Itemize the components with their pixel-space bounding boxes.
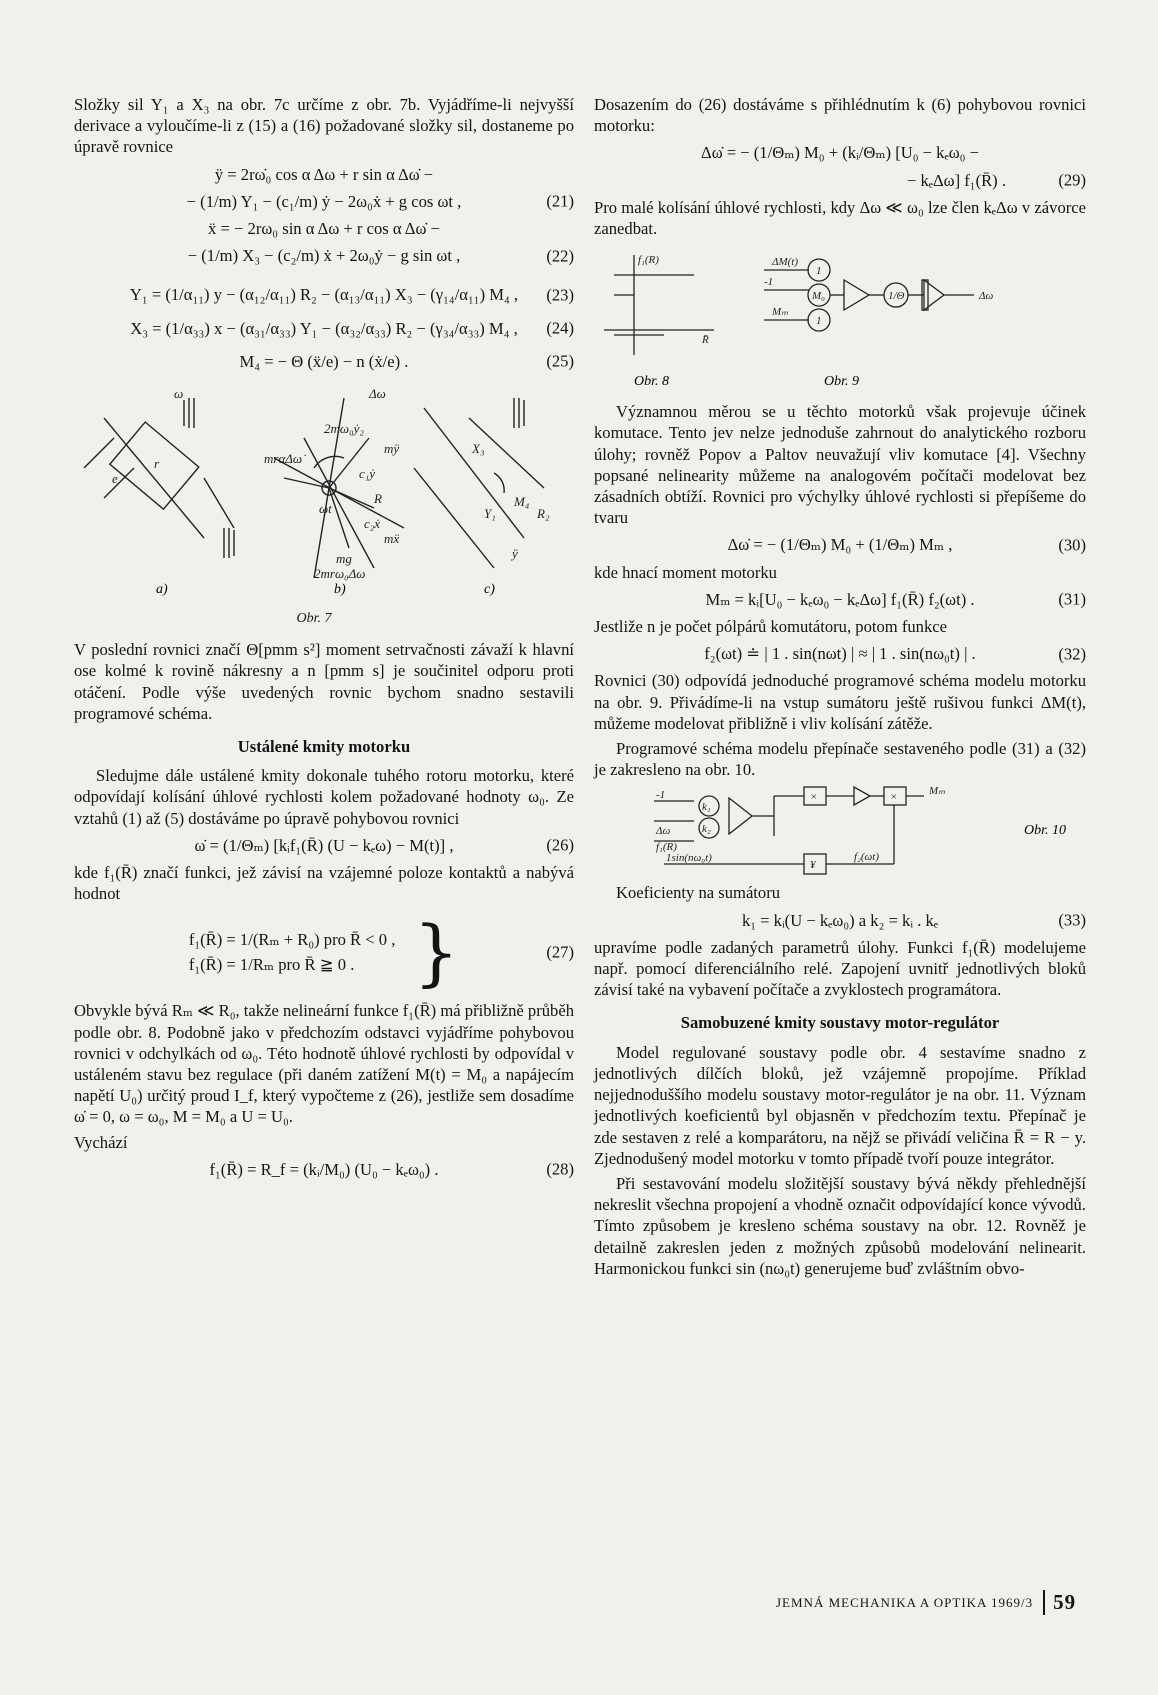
equation-text: Δω̇ = − (1/Θₘ) M₀ + (kᵢ/Θₘ) [U₀ − kₑω₀ − bbox=[701, 143, 979, 163]
fig9-m0: M₀ bbox=[812, 290, 825, 303]
fig9-one-b: 1 bbox=[816, 315, 822, 328]
equation-text: ω̇ = (1/Θₘ) [kᵢf₁(R̄) (U − kₑω) − M(t)] , bbox=[194, 835, 454, 855]
paragraph: Složky sil Y₁ a X₃ na obr. 7c určíme z obr. 7b. Vyjádříme-li nejvyšší derivace a vyloučíme-li z (15) a (16) požadované složky sil, dostaneme po úpravě rovnice bbox=[74, 95, 574, 157]
svg-text:Δω: Δω bbox=[369, 386, 386, 402]
figure-7 bbox=[74, 378, 574, 629]
svg-text:c₁ẏ: c₁ẏ bbox=[359, 466, 376, 482]
figures-8-9-drawing bbox=[594, 245, 1086, 395]
equation-21b bbox=[74, 191, 574, 212]
journal-name: JEMNÁ MECHANIKA A OPTIKA 1969/3 bbox=[776, 1594, 1034, 1610]
equation-21a bbox=[74, 164, 574, 185]
svg-text:Y₁: Y₁ bbox=[484, 506, 496, 522]
fig9-mm: Mₘ bbox=[772, 306, 789, 319]
figure-7-caption: Obr. 7 bbox=[296, 611, 332, 627]
equation-text: Δω̇ = − (1/Θₘ) M₀ + (1/Θₘ) Mₘ , bbox=[727, 535, 953, 555]
paragraph: Jestliže n je počet pólpárů komutátoru, potom funkce bbox=[594, 617, 947, 637]
svg-text:M₄: M₄ bbox=[514, 494, 530, 510]
svg-text:X₃: X₃ bbox=[472, 441, 485, 457]
equation-text: − (1/m) Y₁ − (c₁/m) ẏ − 2ω₀ẋ + g cos ωt , bbox=[186, 191, 462, 211]
equation-29a bbox=[594, 142, 1086, 163]
equation-text: Mₘ = kᵢ[U₀ − kₑω₀ − kₑΔω] f₁(R̄) f₂(ωt) . bbox=[705, 589, 975, 609]
equation-24 bbox=[74, 318, 574, 339]
fig8-label: f₁(R) bbox=[638, 254, 659, 267]
section-heading: Ustálené kmity motorku bbox=[237, 737, 411, 757]
svg-text:2mω₀ẏ₂: 2mω₀ẏ₂ bbox=[324, 421, 364, 437]
paragraph: kde hnací moment motorku bbox=[594, 562, 777, 582]
equation-number: (27) bbox=[546, 942, 574, 962]
equation-number: (23) bbox=[546, 285, 574, 305]
equation-number: (22) bbox=[546, 246, 574, 266]
svg-text:r: r bbox=[154, 456, 160, 472]
paragraph: kde f₁(R̄) značí funkci, jež závisí na vzájemné poloze kontaktů a nabývá hodnot bbox=[74, 863, 574, 904]
svg-text:×: × bbox=[810, 791, 818, 804]
page-footer bbox=[776, 1590, 1076, 1615]
figure-10 bbox=[594, 786, 1086, 876]
svg-text:c₂ẋ: c₂ẋ bbox=[364, 516, 381, 532]
figure-10-caption: Obr. 10 bbox=[1024, 823, 1067, 839]
fig10-k2: k₂ bbox=[702, 823, 711, 836]
svg-text:mÿ: mÿ bbox=[384, 441, 400, 457]
svg-text:ωt: ωt bbox=[319, 501, 332, 517]
equation-25 bbox=[74, 351, 574, 372]
paragraph: Dosazením do (26) dostáváme s přihlédnutím k (6) pohybovou rovnici motorku: bbox=[594, 95, 1086, 136]
svg-text:ω: ω bbox=[174, 386, 184, 402]
equation-text: − (1/m) X₃ − (c₂/m) ẋ + 2ω₀ẏ − g sin ωt , bbox=[187, 246, 461, 266]
equation-text: f₁(R̄) = R_f = (kᵢ/M₀) (U₀ − kₑω₀) . bbox=[209, 1159, 439, 1179]
fig9-minus1: -1 bbox=[764, 276, 774, 289]
svg-text:mg: mg bbox=[336, 551, 352, 567]
figures-8-9 bbox=[594, 245, 1086, 395]
svg-text:e: e bbox=[112, 471, 118, 487]
equation-29b bbox=[594, 170, 1086, 191]
paragraph: Sledujme dále ustálené kmity dokonale tuhého rotoru motorku, které odpovídají kolísání úhlové rychlosti kolem požadované hodnoty ω₀. Ze vztahů (1) až (5) dostáváme po úpravě pohybovou rovnici bbox=[74, 766, 574, 828]
paragraph: Koeficienty na sumátoru bbox=[616, 883, 781, 903]
paragraph: Model regulované soustavy podle obr. 4 sestavíme snadno z jednotlivých dílčích bloků, jež vzájemně propojíme. Příklad nejjednoduššího modelu soustavy motor-regulátor je na obr. 11. Význam jednotlivých koeficientů byl objasněn v předchozím textu. Přepínač je zde sestaven z relé a komparátoru, na nějž se přivádí veličina R̄ = R − y. Zjednodušený model motorku v tomto případě tvoří pouze integrátor. bbox=[594, 1042, 1086, 1168]
equation-number: (24) bbox=[546, 318, 574, 338]
paragraph: Významnou měrou se u těchto motorků však projevuje účinek komutace. Tento jev nelze jednoduše zahrnout do analytického rozboru úlohy; rovněž Popov a Paltov neuvažují vliv komutace [4]. Všechny popsané nelinearity můžeme na analogovém počítači modelovat bez zásadních obtíží. Rovnici pro výchylky úhlové rychlosti si přepíšeme do tvaru bbox=[594, 402, 1086, 528]
equation-number: (30) bbox=[1058, 535, 1086, 555]
fig9-theta: 1/Θ bbox=[888, 290, 905, 303]
equation-number: (31) bbox=[1058, 589, 1086, 609]
equation-text: − kₑΔω] f₁(R̄) . bbox=[906, 170, 1006, 190]
equation-text: X₃ = (1/α₃₃) x − (α₃₁/α₃₃) Y₁ − (α₃₂/α₃₃) R₂ − (γ₃₄/α₃₃) M₄ , bbox=[130, 318, 518, 338]
svg-text:2mrω₀Δω: 2mrω₀Δω bbox=[314, 566, 366, 582]
paragraph: Při sestavování modelu složitější soustavy bývá někdy přehlednější nekreslit všechna propojení a vhodně označit odpovídající konce vývodů. Tímto způsobem je kresleno schéma soustavy na obr. 12. Rovněž je detailně zakreslen jeden z možných způsobů modelování nelinearit. Harmonickou funkci sin (nω₀t) generujeme buď zvláštním obvo- bbox=[594, 1173, 1086, 1278]
equation-number: (32) bbox=[1058, 644, 1086, 664]
equation-text: f₁(R̄) = 1/Rₘ pro R̄ ≧ 0 . bbox=[188, 955, 355, 975]
equation-text: f₂(ωt) ≐ | 1 . sin(nωt) | ≈ | 1 . sin(nω₀t) | . bbox=[704, 644, 976, 664]
figure-10-drawing bbox=[594, 786, 1086, 876]
section-heading: Samobuzené kmity soustavy motor-regulátor bbox=[680, 1013, 1000, 1033]
equation-26 bbox=[74, 835, 574, 856]
equation-31 bbox=[594, 589, 1086, 610]
svg-text:mrαΔω̇: mrαΔω̇ bbox=[264, 451, 303, 467]
equation-text: f₁(R̄) = 1/(Rₘ + R₀) pro R̄ < 0 , bbox=[188, 930, 396, 950]
fig10-k1: k₁ bbox=[702, 801, 711, 814]
fig9-dm: ΔM(t) bbox=[772, 256, 799, 269]
equation-27 bbox=[74, 910, 574, 994]
equation-number: (29) bbox=[1058, 170, 1086, 190]
fig10-minus1: -1 bbox=[656, 789, 666, 802]
paragraph: upravíme podle zadaných parametrů úlohy. Funkci f₁(R̄) modelujeme např. pomocí diferenciálního relé. Zapojení uvnitř jednotlivých bloků závisí také na vybavení počítače a zvyklostech programátora. bbox=[594, 937, 1086, 1000]
svg-text:mẍ: mẍ bbox=[384, 531, 400, 547]
fig8-axis: R̄ bbox=[702, 334, 709, 347]
left-column bbox=[74, 94, 574, 1186]
equation-33 bbox=[594, 910, 1086, 931]
equation-number: (25) bbox=[546, 351, 574, 371]
fig10-f2: f₂(ωt) bbox=[854, 851, 880, 864]
svg-text:R: R bbox=[374, 491, 382, 507]
svg-text:×: × bbox=[890, 791, 898, 804]
figure-7-label-c: c) bbox=[484, 582, 495, 598]
paragraph: V poslední rovnici značí Θ[pmm s²] moment setrvačnosti závaží k hlavní ose kolmé k rovině nákresny a n [pmm s] je součinitel odporu proti otáčení. Podle výše uvedených rovnic bychom snadno sestavili programové schéma. bbox=[74, 640, 574, 723]
paragraph: Pro malé kolísání úhlové rychlosti, kdy Δω ≪ ω₀ lze člen kₑΔω v závorce zanedbat. bbox=[594, 197, 1086, 239]
equation-text: ÿ = 2rω̇₀ cos α Δω + r sin α Δω̇ − bbox=[214, 164, 434, 184]
figure-7-label-b: b) bbox=[334, 582, 346, 598]
fig9-out: Δω bbox=[979, 290, 994, 303]
equation-text: k₁ = kᵢ(U − kₑω₀) a k₂ = kᵢ . kₑ bbox=[741, 910, 939, 930]
equation-text: Y₁ = (1/α₁₁) y − (α₁₂/α₁₁) R₂ − (α₁₃/α₁₁) X₃ − (γ₁₄/α₁₁) M₄ , bbox=[129, 285, 519, 305]
fig10-dw: Δω bbox=[656, 825, 671, 838]
equation-30 bbox=[594, 534, 1086, 555]
svg-text:R₂: R₂ bbox=[537, 506, 550, 522]
paragraph: Obvykle bývá Rₘ ≪ R₀, takže nelineární funkce f₁(R̄) má přibližně průběh podle obr. 8. Podobně jako v předchozím odstavci vyjádříme pohybovou rovnici v odchylkách od ω₀. Této hodnotě úhlové rychlosti by odpovídal v ustáleném stavu bez regulace (při daném zatížení M(t) = M₀ a napájecím napětí U₀) určitý proud I_f, který vypočteme z (26), jestliže sem dosadíme ω̇ = 0, ω = ω₀, M = M₀ a U = U₀. bbox=[74, 1001, 574, 1127]
equation-text: M₄ = − Θ (ẍ/e) − n (ẋ/e) . bbox=[239, 351, 409, 371]
svg-text:ÿ: ÿ bbox=[512, 546, 518, 562]
brace: } bbox=[413, 910, 460, 995]
fig9-one: 1 bbox=[816, 265, 822, 278]
svg-text:¥: ¥ bbox=[810, 859, 816, 872]
equation-28 bbox=[74, 1159, 574, 1180]
paragraph: Vychází bbox=[74, 1132, 128, 1152]
page-number: 59 bbox=[1043, 1590, 1076, 1615]
equation-system bbox=[188, 910, 460, 995]
figure-9-caption: Obr. 9 bbox=[824, 374, 860, 390]
equation-number: (28) bbox=[546, 1159, 574, 1179]
equation-32 bbox=[594, 643, 1086, 664]
paragraph: Rovnici (30) odpovídá jednoduché programové schéma modelu motorku na obr. 9. Přivádíme-li na vstup sumátoru ještě rušivou funkci ΔM(t), můžeme modelovat přibližně i vliv kolísání zátěže. bbox=[594, 671, 1086, 733]
right-column bbox=[594, 94, 1086, 1283]
fig10-mm: Mₘ bbox=[929, 786, 946, 798]
figure-7-label-a: a) bbox=[156, 582, 168, 598]
equation-22a bbox=[74, 218, 574, 239]
figure-7-drawing bbox=[74, 378, 574, 608]
equation-number: (26) bbox=[546, 835, 574, 855]
paragraph: Programové schéma modelu přepínače sestaveného podle (31) a (32) je zakresleno na obr. 10. bbox=[594, 739, 1086, 780]
fig10-f1: f₁(R) bbox=[656, 841, 677, 854]
equation-number: (33) bbox=[1058, 910, 1086, 930]
equation-23 bbox=[74, 284, 574, 305]
figure-8-caption: Obr. 8 bbox=[634, 374, 670, 390]
equation-number: (21) bbox=[546, 191, 574, 211]
equation-text: ẍ = − 2rω₀ sin α Δω + r cos α Δω̇ − bbox=[208, 219, 440, 239]
fig10-sin: 1sin(nω₀t) bbox=[666, 852, 712, 865]
equation-22b bbox=[74, 245, 574, 266]
